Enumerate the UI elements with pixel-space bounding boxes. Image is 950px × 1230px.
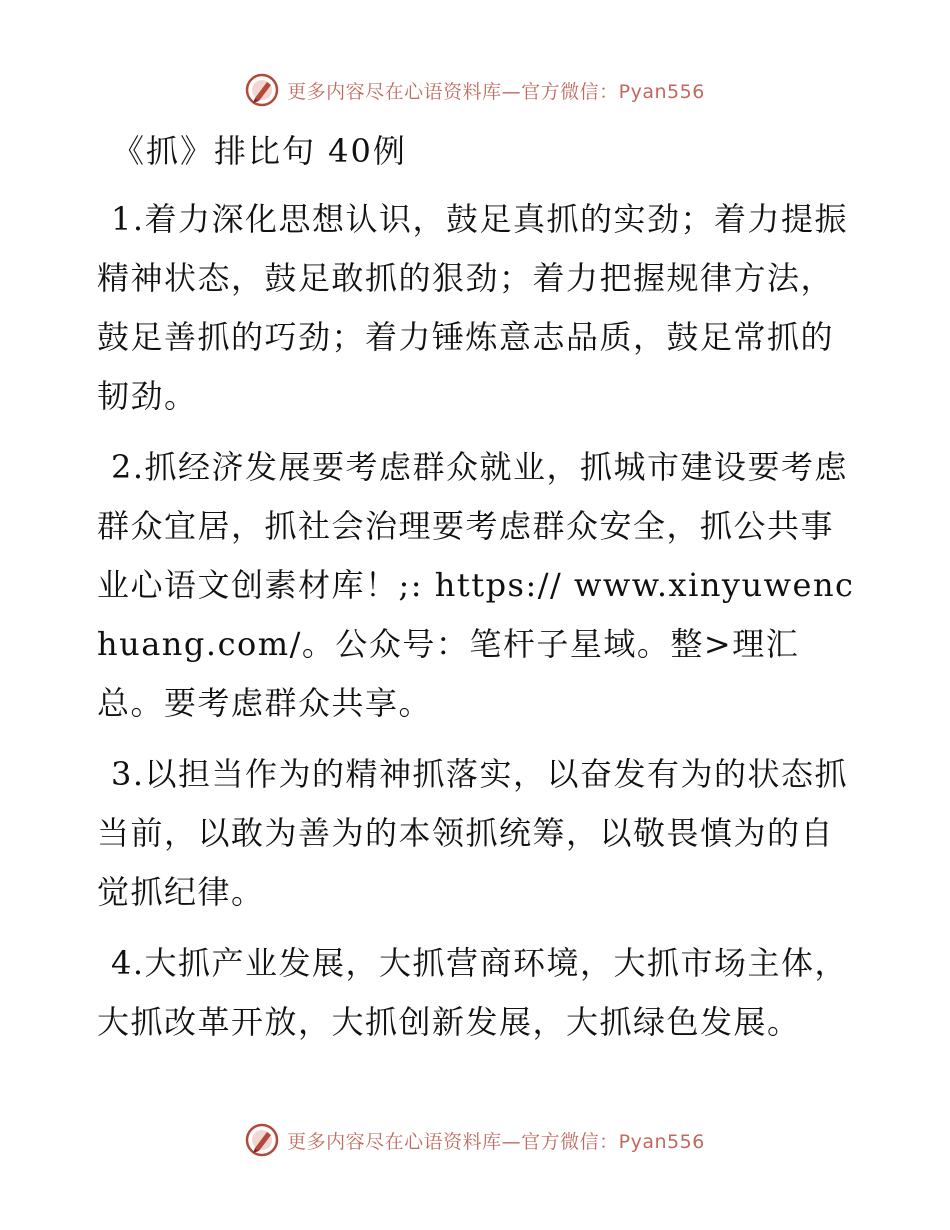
paragraph-2: 2.抓经济发展要考虑群众就业，抓城市建设要考虑群众宜居，抓社会治理要考虑群众安全，抓公共事业心语文创素材库！;: https:// www.xinyuwenchuang.com/。公众号：笔杆子星域。整>理汇总。要考虑群众共享。 (97, 448, 855, 722)
document-body (97, 190, 857, 1064)
paragraph-4: 4.大抓产业发展，大抓营商环境，大抓市场主体，大抓改革开放，大抓创新发展，大抓绿色发展。 (97, 944, 849, 1041)
pen-logo-icon (245, 1123, 279, 1157)
paragraph-3: 3.以担当作为的精神抓落实，以奋发有为的状态抓当前，以敢为善为的本领抓统筹，以敬畏慎为的自觉抓纪律。 (97, 755, 849, 911)
document-title: 《抓》排比句 40例 (112, 132, 407, 170)
header-banner (0, 70, 950, 110)
footer-banner (0, 1120, 950, 1160)
paragraph-1: 1.着力深化思想认识，鼓足真抓的实劲；着力提振精神状态，鼓足敢抓的狠劲；着力把握规律方法，鼓足善抓的巧劲；着力锤炼意志品质，鼓足常抓的韧劲。 (97, 200, 849, 415)
banner-text: 更多内容尽在心语资料库—官方微信：Pyan556 (287, 1130, 705, 1153)
pen-logo-icon (245, 73, 279, 107)
banner-text: 更多内容尽在心语资料库—官方微信：Pyan556 (287, 80, 705, 103)
